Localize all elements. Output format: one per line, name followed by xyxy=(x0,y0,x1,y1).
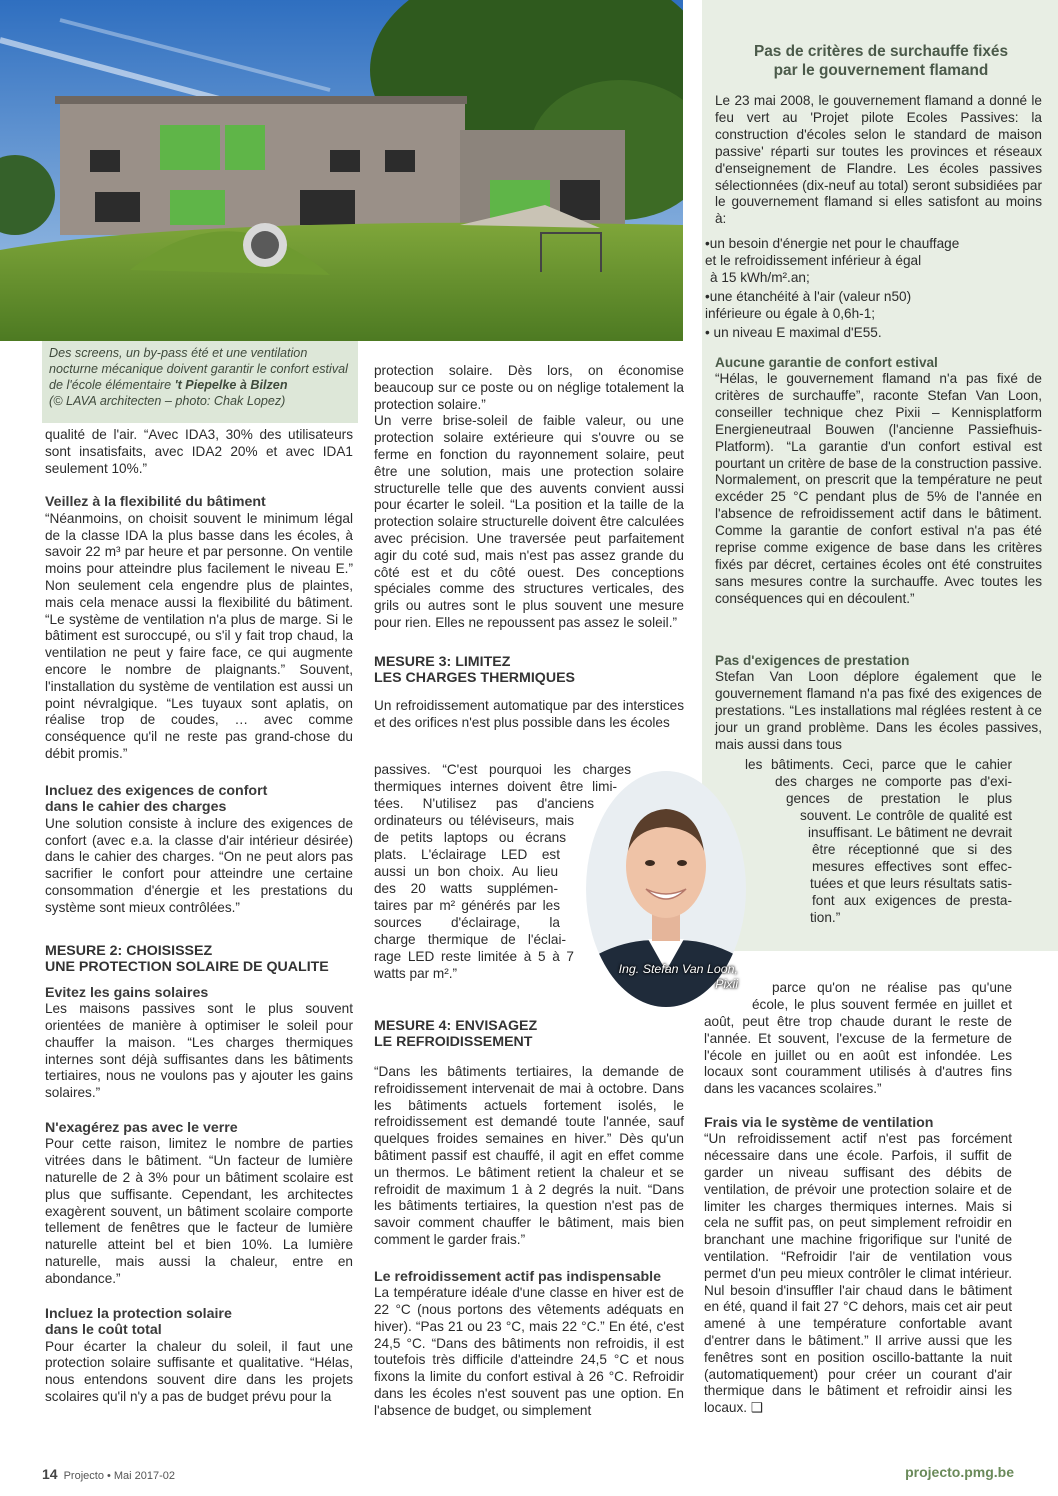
heading-verre: N'exagérez pas avec le verre xyxy=(45,1119,238,1136)
caption-school-name: 't Piepelke à Bilzen xyxy=(174,378,288,392)
sidebar-intro: Le 23 mai 2008, le gouvernement flamand a donné le feu vert au 'Projet pilote Ecoles Passives: la construction d'écoles selon le standard de maison passive' réparti sur toutes les provinces et réseaux d'enseignement de Flandre. Les écoles passives sélectionnées (dix-neuf au total) seront subsidiées par le gouvernement flamand si elles satisfont au moins à: xyxy=(715,93,1042,227)
sidebar-bullet-line: •une étanchéité à l'air (valeur n50) xyxy=(705,289,912,304)
school-photo xyxy=(0,0,683,341)
sidebar-bullet-line: à 15 kWh/m².an; xyxy=(710,270,810,285)
paragraph: Les maisons passives sont le plus souvent orientées de manière à optimiser le soleil pour chauffer la maison. “Les charges thermiques internes sont déjà suffisantes dans les bâtiments tertiaires, nous ne voulons pas y ajouter les gains solaires.” xyxy=(45,1001,353,1101)
column-1 xyxy=(45,427,353,1406)
sidebar-bullet-line: •un besoin d'énergie net pour le chauffage xyxy=(705,236,960,251)
sidebar-title: Pas de critères de surchauffe fixés par le gouvernement flamand xyxy=(753,43,1009,79)
sidebar-wrap-line: être réceptionné que si des xyxy=(812,842,1012,857)
heading-protection: Incluez la protection solaire dans le coût total xyxy=(45,1305,232,1339)
wrap-line: charge thermique de l'éclai- xyxy=(374,932,566,947)
sidebar-wrap-line: insuffisant. Le bâtiment ne devrait xyxy=(808,825,1012,840)
paragraph: qualité de l'air. “Avec IDA3, 30% des utilisateurs sont insatisfaits, avec IDA2 20% et avec IDA1 seulement 10%.” xyxy=(45,427,353,476)
wrap-line: taires par m² générés par les xyxy=(374,898,560,913)
paragraph: Une solution consiste à inclure des exigences de confort (avec e.a. la classe d'air intérieur désirée) dans le cahier des charges. “On ne peut alors pas sacrifier le confort pour atteindre une certaine consommation d'énergie et les prestations du système sont mieux contrôlées.” xyxy=(45,815,353,915)
wrap-line: passives. “C'est pourquoi les charges xyxy=(374,762,631,777)
sidebar-wrap-line: souvent. Le contrôle de qualité est xyxy=(800,808,1012,823)
column-3 xyxy=(704,1014,1012,1417)
sidebar-heading-prestation: Pas d'exigences de prestation xyxy=(715,653,910,668)
heading-mesure-4: MESURE 4: ENVISAGEZ LE REFROIDISSEMENT xyxy=(374,1018,538,1050)
paragraph: Pour cette raison, limitez le nombre de parties vitrées dans le bâtiment. “Un facteur de lumière naturelle de 2 à 3% pour un bâtiment scolaire est plus que suffisante. Cependant, les architectes exagèrent souvent, un bâtiment scolaire comporte tellement de fenêtres que le facteur de lumière naturelle atteint bel et bien 10%. La lumière naturelle, mais aussi la chaleur, entre en abondance.” xyxy=(45,1136,353,1286)
heading-flexibilite: Veillez à la flexibilité du bâtiment xyxy=(45,494,266,511)
sidebar-bullet-line: et le refroidissement inférieur à égal xyxy=(705,253,922,268)
heading-gains: Evitez les gains solaires xyxy=(45,984,209,1001)
photo-caption xyxy=(42,341,358,423)
heading-cahier: Incluez des exigences de confort dans le cahier des charges xyxy=(45,782,268,816)
paragraph: La température idéale d'une classe en hiver est de 22 °C (nous portons des vêtements adéquats en hiver). “Pas 21 ou 23 °C, mais 22 °C.” En été, c'est 24,5 °C. “Dans des bâtiments non refroidis, il est toutefois très difficile d'atteindre 24,5 °C et nous fixons la limite du confort estival à 26 °C. Refroidir dans les écoles n'est souvent pas une option. En l'absence de budget, ou simplement xyxy=(374,1285,684,1418)
sidebar-wrap-line: gences de prestation le plus xyxy=(786,791,1012,806)
wrap-line: des 20 watts supplémen- xyxy=(374,881,558,896)
footer-url[interactable]: projecto.pmg.be xyxy=(905,1464,1014,1480)
portrait-caption: Ing. Stefan Van Loon, Pixii xyxy=(618,962,738,991)
wrap-line: thermiques internes doivent être limi- xyxy=(374,779,617,794)
caption-credit: (© LAVA architecten – photo: Chak Lopez) xyxy=(49,394,286,408)
wrap-line: watts par m².” xyxy=(374,966,458,981)
wrap-line: aussi un bon choix. Au lieu xyxy=(374,864,558,879)
footer-left xyxy=(42,1466,175,1482)
heading-mesure-2: MESURE 2: CHOISISSEZ UNE PROTECTION SOLAIRE DE QUALITE xyxy=(45,942,329,975)
sidebar-wrap-line: tuées et que leurs résultats satis- xyxy=(810,876,1012,891)
paragraph: Pour écarter la chaleur du soleil, il faut une protection solaire suffisante et qualitative. “Hélas, nous entendons souvent dire dans les projets scolaires qu'il n'y a pas de budget prévu pour la xyxy=(45,1338,353,1404)
page-number: 14 xyxy=(42,1466,58,1482)
paragraph: août, peut être trop chaude durant le reste de l'année. Et souvent, l'excuse de la fermeture de l'école en juillet ou en août est infondée. Les locaux sont couramment utilisés à d'autres fins dans les vacances scolaires.” xyxy=(704,1014,1012,1097)
sidebar-garantie-text: “Hélas, le gouvernement flamand n'a pas fixé de critères de surchauffe”, raconte Stefan Van Loon, conseiller technique chez Pixii – Kennisplatform Energieneutraal Bouwen (l'ancienne Passiefhuis-Platform). “La garantie d'un confort estival est pourtant un critère de base de la construction passive. Normalement, on prescrit que la température ne peut excéder 25 °C pendant plus de 5% de l'année en l'absence de refroidissement actif dans le bâtiment. Comme la garantie de confort estival n'a pas été reprise comme exigence de base dans les critères fixés par décret, certaines écoles ont été construites sans mesures contre la surchauffe. Avec toutes les conséquences qui en découlent.” xyxy=(715,371,1042,606)
heading-refroidissement-actif: Le refroidissement actif pas indispensable xyxy=(374,1268,661,1285)
publication-name: Projecto • Mai 2017-02 xyxy=(63,1470,176,1482)
sidebar-wrap-line: font aux exigences de presta- xyxy=(812,893,1012,908)
paragraph: Un verre brise-soleil de faible valeur, ou une protection solaire extérieure qui s'ouvre ou se ferme en fonction du rayonnement solaire, peut être une solution, mais une protection solaire structurelle telle que des auvents convient aussi pour écarter le soleil. “La position et la taille de la protection solaire structurelle doivent être calculées avec précision. Une traversée peut parfaitement agir du coté sud, mais n'est pas assez grande du côté est et du côté ouest. Des conceptions spéciales comme des structures verticales, des grils ou autres sont le plus souvent une mesure pour rien. Elles ne repoussent pas assez le soleil.” xyxy=(374,413,684,630)
sidebar-wrap-line: les bâtiments. Ceci, parce que le cahier xyxy=(745,757,1012,772)
caption-text: Des screens, un by-pass été et une ventilation nocturne mécanique doivent garantir le confort estival de l'école élémentaire xyxy=(49,346,348,392)
paragraph: “Néanmoins, on choisit souvent le minimum légal de la classe IDA la plus basse dans les écoles, à savoir 22 m³ par heure et par personne. On ventile moins pour atteindre plus facilement le niveau E.” Non seulement cela engendre plus de plaintes, mais cela menace aussi la flexibilité du bâtiment. “Le système de ventilation n'a plus de marge. Si le bâtiment est suroccupé, ou s'il y fait trop chaud, la ventilation ne peut y faire face, ce qui augmente encore le nombre de plaignants.” Souvent, l'installation du système de ventilation est aussi un point névralgique. “Les tuyaux sont aplatis, on réalise trop de coudes, … avec comme conséquence qu'il ne reste pas grand-chose du débit promis.” xyxy=(45,510,353,762)
paragraph: “Un refroidissement actif n'est pas forcément nécessaire dans une école. Parfois, il suffit de garder un niveau suffisant des débits de ventilation, de prévoir une protection solaire et de limiter les charges thermiques internes. Mais si cela ne suffit pas, on peut simplement refroidir en branchant une machine frigorifique sur l'unité de ventilation. “Refroidir l'air de ventilation vous permet d'un peu mieux contrôler le climat intérieur. Nul besoin d'insuffler l'air chaud dans le bâtiment en été, quand il fait 27 °C dehors, mais cet air peut amené à une température confortable avant d'entrer dans le bâtiment.” Il arrive aussi que les fenêtres sont en position oscillo-battante la nuit (automatiquement) pour créer un courant d'air thermique dans le bâtiment et refroidir ainsi les locaux. ❑ xyxy=(704,1131,1012,1416)
wrap-line: sources d'éclairage, la xyxy=(374,915,560,930)
wrap-line: école, le plus souvent fermée en juillet et xyxy=(752,997,1012,1012)
sidebar-wrap-line: des charges ne comporte pas d'exi- xyxy=(775,774,1012,789)
wrap-line: ordinateurs ou téléviseurs, mais xyxy=(374,813,574,828)
heading-frais: Frais via le système de ventilation xyxy=(704,1114,934,1131)
paragraph: Un refroidissement automatique par des interstices et des orifices n'est plus possible dans les écoles xyxy=(374,697,684,730)
wrap-line: tées. N'utilisez pas d'anciens xyxy=(374,796,594,811)
sidebar-bullet-line: inférieure ou égale à 0,6h-1; xyxy=(705,306,876,321)
sidebar-wrap-line: tion.” xyxy=(810,910,841,925)
column-2-top xyxy=(374,363,684,731)
column-2-bottom xyxy=(374,1018,684,1420)
paragraph: protection solaire. Dès lors, on économise beaucoup sur ce poste ou on néglige totalement la protection solaire.” xyxy=(374,363,684,412)
sidebar-wrap-line: mesures effectives sont effec- xyxy=(812,859,1012,874)
wrap-line: de petits laptops ou écrans xyxy=(374,830,566,845)
wrap-line: parce qu'on ne réalise pas qu'une xyxy=(772,980,1012,995)
heading-mesure-3: MESURE 3: LIMITEZ LES CHARGES THERMIQUES xyxy=(374,653,576,686)
wrap-line: plats. L'éclairage LED est xyxy=(374,847,560,862)
sidebar-heading-garantie: Aucune garantie de confort estival xyxy=(715,355,938,370)
sidebar-bullet-line: • un niveau E maximal d'E55. xyxy=(705,325,882,340)
paragraph: “Dans les bâtiments tertiaires, la demande de refroidissement intervenait de mai à octobre. Dans les bâtiments actuels fortement isolés, le refroidissement est demandé toute l'année, sauf quelques froides semaines en hiver.” Dès qu'un bâtiment passif est chauffé, il agit en effet comme un thermos. Le bâtiment retient la chaleur et se refroidit de maximum 1 à 2 degrés la nuit. “Dans les bâtiments tertiaires, la question n'est pas de savoir comment chauffer le bâtiment, mais bien comment le garder frais.” xyxy=(374,1064,684,1247)
wrap-line: rage LED reste limitée à 5 à 7 xyxy=(374,949,574,964)
sidebar-prestation-text: Stefan Van Loon déplore également que le gouvernement flamand n'a pas fixé des exigences de prestations. “Les installations mal réglées restent à ce jour un grand problème. Dans les écoles passives, mais aussi dans tous xyxy=(715,669,1042,752)
